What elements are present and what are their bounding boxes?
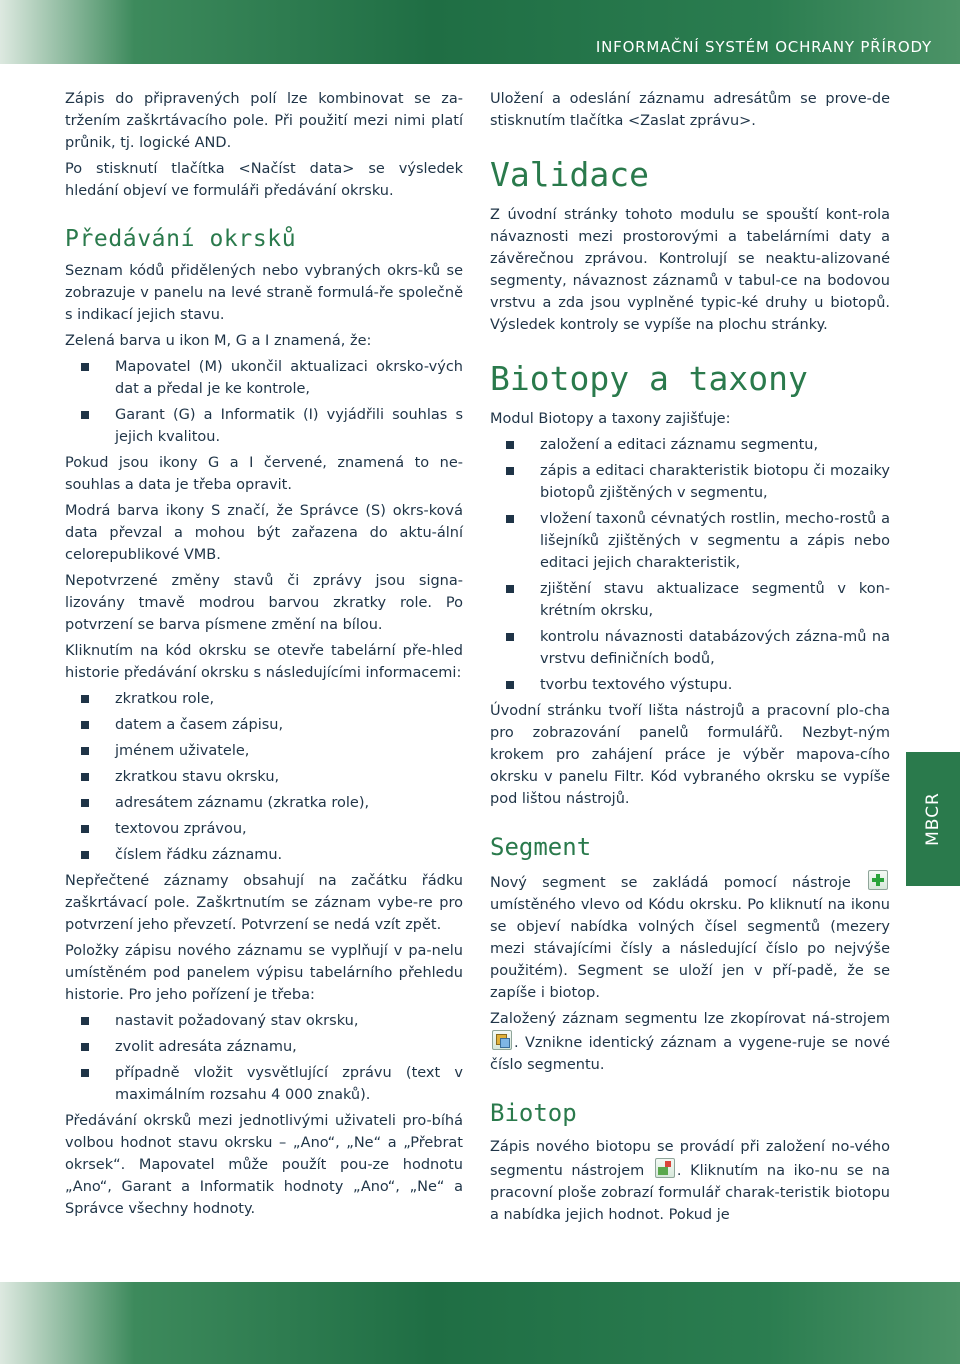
copy-segment-icon bbox=[492, 1030, 512, 1050]
text: umístěného vlevo od Kódu okrsku. Po kliknutí na ikonu se objeví nabídka volných čísel segmentů (mezery mezi stávajícími čísly a následující číslo po nejvýše použitém). Segment se uloží jen v pří-padě, že se zapíše i biotop. bbox=[490, 897, 890, 1001]
side-tab-label: MBCR bbox=[923, 792, 943, 846]
section-heading-predavani: Předávání okrsků bbox=[65, 226, 297, 252]
list-item: vložení taxonů cévnatých rostlin, mecho-rostů a lišejníků zjištěných v segmentu a zápis nebo editaci jejich charakteristik, bbox=[490, 508, 890, 574]
list-item: jménem uživatele, bbox=[65, 740, 463, 762]
text: Založený záznam segmentu lze zkopírovat ná-strojem bbox=[490, 1011, 890, 1027]
paragraph bbox=[490, 1136, 890, 1226]
bullet-list-green-meaning bbox=[65, 356, 463, 448]
intro-paragraph-1: Zápis do připravených polí lze kombinovat se za-tržením zaškrtávacího pole. Při použití mezi nimi platí průnik, tj. logické AND. bbox=[65, 91, 463, 151]
intro-paragraph-2: Po stisknutí tlačítka <Načíst data> se výsledek hledání objeví ve formuláři předávání okrsku. bbox=[65, 161, 463, 199]
paragraph: Zelená barva u ikon M, G a I znamená, že: bbox=[65, 333, 372, 349]
text: . Kliknutím na iko-nu se na pracovní ploše zobrazí formulář charak-teristik biotopu a nabídka jejich hodnot. Pokud je bbox=[490, 1163, 890, 1223]
list-item: zjištění stavu aktualizace segmentů v kon-krétním okrsku, bbox=[490, 578, 890, 622]
list-item: Mapovatel (M) ukončil aktualizaci okrsko-vých dat a předal je ke kontrole, bbox=[65, 356, 463, 400]
paragraph: Modul Biotopy a taxony zajišťuje: bbox=[490, 411, 731, 427]
text: . Vznikne identický záznam a vygene-ruje se nové číslo segmentu. bbox=[490, 1035, 890, 1073]
bullet-list-new-record bbox=[65, 1010, 463, 1106]
add-segment-icon bbox=[868, 870, 888, 890]
text: Nový segment se zakládá pomocí nástroje bbox=[490, 875, 851, 891]
section-heading-validace: Validace bbox=[490, 155, 649, 194]
list-item: založení a editaci záznamu segmentu, bbox=[490, 434, 890, 456]
section-heading-biotop: Biotop bbox=[490, 1099, 577, 1127]
list-item: tvorbu textového výstupu. bbox=[490, 674, 890, 696]
list-item: datem a časem zápisu, bbox=[65, 714, 463, 736]
text: Zápis nového biotopu se provádí při založení no-vého segmentu nástrojem bbox=[490, 1139, 890, 1179]
paragraph: Uložení a odeslání záznamu adresátům se prove-de stisknutím tlačítka <Zaslat zprávu>. bbox=[490, 91, 890, 129]
paragraph: Nepotvrzené změny stavů či zprávy jsou signa-lizovány tmavě modrou barvou zkratky role. Po potvrzení se barva písmene změní na bílou. bbox=[65, 573, 463, 633]
list-item: zápis a editaci charakteristik biotopu či mozaiky biotopů zjištěných v segmentu, bbox=[490, 460, 890, 504]
paragraph bbox=[490, 1008, 890, 1076]
bullet-list-module bbox=[490, 434, 890, 696]
paragraph: Seznam kódů přidělených nebo vybraných okrs-ků se zobrazuje v panelu na levé straně formulá-ře společně s indikací jejich stavu. bbox=[65, 263, 463, 323]
new-biotop-icon bbox=[655, 1158, 675, 1178]
bullet-list-history bbox=[65, 688, 463, 866]
header-title: INFORMAČNÍ SYSTÉM OCHRANY PŘÍRODY bbox=[595, 38, 932, 56]
list-item: zvolit adresáta záznamu, bbox=[65, 1036, 463, 1058]
header-band bbox=[0, 0, 960, 64]
list-item: textovou zprávou, bbox=[65, 818, 463, 840]
list-item: číslem řádku záznamu. bbox=[65, 844, 463, 866]
paragraph: Předávání okrsků mezi jednotlivými uživateli pro-bíhá volbou hodnot stavu okrsku – „Ano“, „Ne“ a „Přebrat okrsek“. Mapovatel může použít pou-ze hodnotu „Ano“, Garant a Informatik hodnoty „Ano“, „Ne“ a Správce všechny hodnoty. bbox=[65, 1113, 463, 1217]
right-column bbox=[490, 88, 890, 1230]
paragraph: Pokud jsou ikony G a I červené, znamená to ne-souhlas a data je třeba opravit. bbox=[65, 455, 463, 493]
left-column bbox=[65, 88, 463, 1224]
list-item: zkratkou stavu okrsku, bbox=[65, 766, 463, 788]
list-item: adresátem záznamu (zkratka role), bbox=[65, 792, 463, 814]
paragraph: Úvodní stránku tvoří lišta nástrojů a pracovní plo-cha pro zobrazování panelů formulářů. Nezbyt-ným krokem pro zahájení práce je výběr mapova-cího okrsku v panelu Filtr. Kód vybraného okrsku se vypíše pod lištou nástrojů. bbox=[490, 703, 890, 807]
section-heading-biotopy: Biotopy a taxony bbox=[490, 359, 808, 398]
section-heading-segment: Segment bbox=[490, 833, 592, 861]
paragraph bbox=[490, 870, 890, 1004]
paragraph: Položky zápisu nového záznamu se vyplňují v pa-nelu umístěném pod panelem výpisu tabelárního přehledu historie. Pro jeho pořízení je třeba: bbox=[65, 943, 463, 1003]
list-item: Garant (G) a Informatik (I) vyjádřili souhlas s jejich kvalitou. bbox=[65, 404, 463, 448]
list-item: případně vložit vysvětlující zprávu (text v maximálním rozsahu 4 000 znaků). bbox=[65, 1062, 463, 1106]
paragraph: Kliknutím na kód okrsku se otevře tabelární pře-hled historie předávání okrsku s následujícími informacemi: bbox=[65, 643, 463, 681]
side-tab bbox=[906, 752, 960, 886]
list-item: kontrolu návaznosti databázových zázna-mů na vrstvu definičních bodů, bbox=[490, 626, 890, 670]
paragraph: Z úvodní stránky tohoto modulu se spouští kont-rola návaznosti mezi prostorovými a tabelárními daty a závěrečnou zprávou. Kontrolují se neaktu-alizované segmenty, návaznost záznamů v tabul-ce na bodovou vrstvu a zda jsou vyplněné typic-ké druhy u biotopů. Výsledek kontroly se vypíše na plochu stránky. bbox=[490, 207, 890, 333]
footer-band bbox=[0, 1282, 960, 1364]
list-item: zkratkou role, bbox=[65, 688, 463, 710]
list-item: nastavit požadovaný stav okrsku, bbox=[65, 1010, 463, 1032]
paragraph: Modrá barva ikony S značí, že Správce (S) okrs-ková data převzal a mohou být zařazena do aktu-ální celorepublikové VMB. bbox=[65, 503, 463, 563]
paragraph: Nepřečtené záznamy obsahují na začátku řádku zaškrtávací pole. Zaškrtnutím se záznam vybe-re pro potvrzení jeho převzetí. Potvrzení se nedá vzít zpět. bbox=[65, 873, 463, 933]
